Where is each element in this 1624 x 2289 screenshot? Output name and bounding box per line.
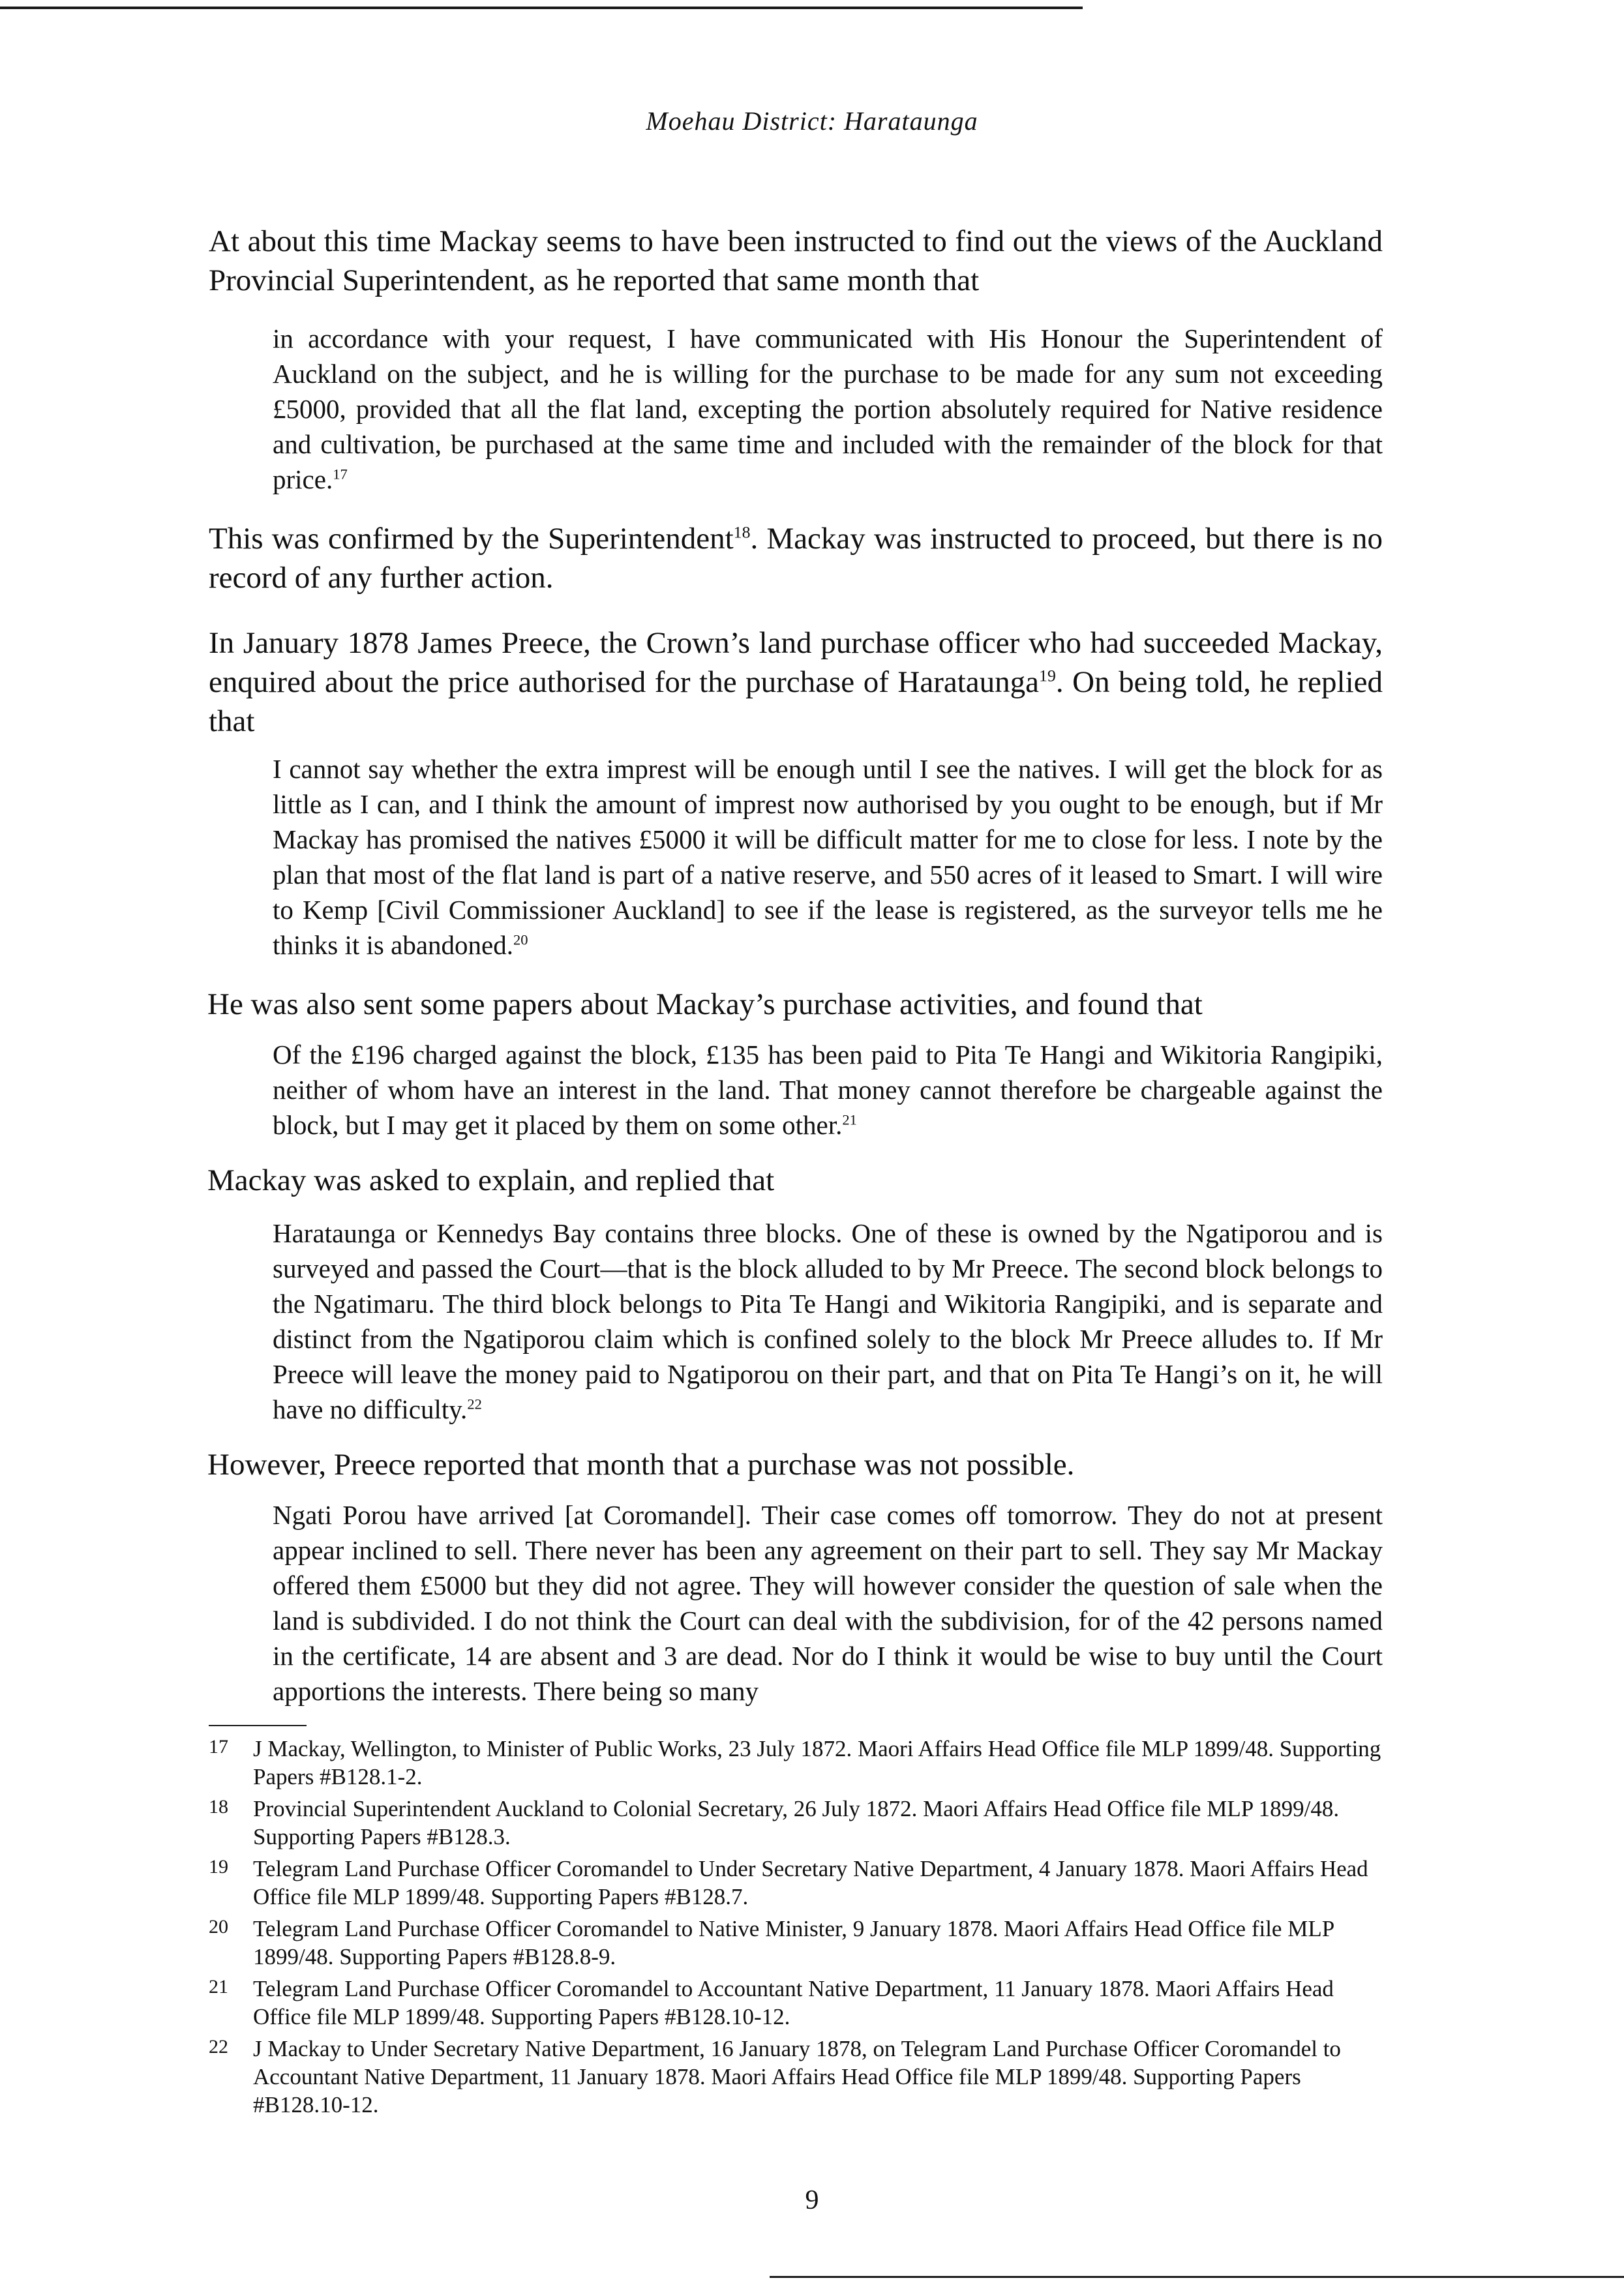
footnote-ref: 18 — [733, 522, 751, 542]
footnote — [209, 1735, 1383, 1791]
paragraph-text: . Mackay was instructed to proceed, but there is no record of any further action. — [209, 522, 1383, 595]
footnote-text: Telegram Land Purchase Officer Coromandel to Under Secretary Native Department, 4 January 1878. Maori Affairs Head Office file MLP 1899/48. Supporting Papers #B128.7. — [253, 1856, 1368, 1909]
quote-text: Ngati Porou have arrived [at Coromandel]. Their case comes off tomorrow. They do not at present appear inclined to sell. There never has been any agreement on their part to sell. They say Mr Mackay offered them £5000 but they did not agree. They will however consider the question of sale when the land is subdivided. I do not think the Court can deal with the subdivision, for of the 42 persons named in the certificate, 14 are absent and 3 are dead. Nor do I think it would be wise to buy until the Court apportions the interests. There being so many — [273, 1500, 1383, 1706]
footnote-ref: 17 — [333, 466, 348, 483]
footnote-rule — [209, 1725, 307, 1726]
block-quote — [273, 321, 1383, 497]
footnote — [209, 1855, 1383, 1911]
footnote-ref: 22 — [467, 1396, 482, 1413]
footnote-ref: 20 — [513, 931, 528, 948]
footnotes — [209, 1735, 1383, 2123]
footnote-text: Telegram Land Purchase Officer Coromandel to Accountant Native Department, 11 January 1878. Maori Affairs Head Office file MLP 1899/48. Supporting Papers #B128.10-12. — [253, 1976, 1334, 2029]
footnote-text: J Mackay to Under Secretary Native Department, 16 January 1878, on Telegram Land Purchase Officer Coromandel to Accountant Native Department, 11 January 1878. Maori Affairs Head Office file MLP 1899/48. Supporting Papers #B128.10-12. — [253, 2036, 1341, 2117]
body-paragraph — [207, 1161, 1381, 1200]
footnote-number: 20 — [209, 1916, 228, 1937]
footnote-ref: 21 — [842, 1111, 857, 1128]
footnote-text: J Mackay, Wellington, to Minister of Public Works, 23 July 1872. Maori Affairs Head Office file MLP 1899/48. Supporting Papers #B128.1-2. — [253, 1736, 1381, 1789]
paragraph-text: In January 1878 James Preece, the Crown’s land purchase officer who had succeeded Mackay, enquired about the price authorised for the purchase of Harataunga — [209, 626, 1383, 699]
footnote-number: 18 — [209, 1796, 228, 1818]
footnote-ref: 19 — [1039, 666, 1056, 685]
body-paragraph — [209, 623, 1383, 741]
paragraph-text: However, Preece reported that month that a purchase was not possible. — [207, 1448, 1075, 1482]
quote-text: Harataunga or Kennedys Bay contains three blocks. One of these is owned by the Ngatiporou and is surveyed and passed the Court—that is the block alluded to by Mr Preece. The second block belongs to the Ngatimaru. The third block belongs to Pita Te Hangi and Wikitoria Rangipiki, and is separate and distinct from the Ngatiporou claim which is confined solely to the block Mr Preece alludes to. If Mr Preece will leave the money paid to Ngatiporou on their part, and that on Pita Te Hangi’s on it, he will have no difficulty. — [273, 1218, 1383, 1424]
block-quote — [273, 1037, 1383, 1143]
footnote — [209, 2035, 1383, 2119]
page-number: 9 — [805, 2185, 819, 2215]
body-paragraph — [207, 1445, 1381, 1484]
block-quote — [273, 1497, 1383, 1709]
running-head: Moehau District: Harataunga — [646, 106, 978, 136]
footnote — [209, 1915, 1383, 1971]
footnote — [209, 1975, 1383, 2031]
body-paragraph — [209, 222, 1383, 300]
paragraph-text: This was confirmed by the Superintendent — [209, 522, 734, 556]
paragraph-text: Mackay was asked to explain, and replied that — [207, 1163, 775, 1197]
bottom-rule — [770, 2276, 1624, 2278]
block-quote — [273, 1216, 1383, 1427]
paragraph-text: . On being told, he replied that — [209, 665, 1383, 738]
quote-text: in accordance with your request, I have communicated with His Honour the Superintendent of Auckland on the subject, and he is willing for the purchase to be made for any sum not exceeding £5000, provided that all the flat land, excepting the portion absolutely required for Native residence and cultivation, be purchased at the same time and included with the remainder of the block for that price. — [273, 323, 1383, 494]
footnote-number: 17 — [209, 1736, 228, 1758]
footnote-text: Telegram Land Purchase Officer Coromandel to Native Minister, 9 January 1878. Maori Affairs Head Office file MLP 1899/48. Supporting Papers #B128.8-9. — [253, 1916, 1334, 1969]
footnote-number: 22 — [209, 2036, 228, 2057]
footnote — [209, 1795, 1383, 1851]
quote-text: I cannot say whether the extra imprest will be enough until I see the natives. I will get the block for as little as I can, and I think the amount of imprest now authorised by you ought to be enough, but if Mr Mackay has promised the natives £5000 it will be difficult matter for me to close for less. I note by the plan that most of the flat land is part of a native reserve, and 550 acres of it leased to Smart. I will wire to Kemp [Civil Commissioner Auckland] to see if the lease is registered, as the surveyor tells me he thinks it is abandoned. — [273, 754, 1383, 960]
paragraph-text: At about this time Mackay seems to have been instructed to find out the views of the Auckland Provincial Superintendent, as he reported that same month that — [209, 224, 1383, 297]
footnote-number: 21 — [209, 1976, 228, 1997]
top-rule — [0, 7, 1083, 9]
body-paragraph — [209, 519, 1383, 597]
footnote-text: Provincial Superintendent Auckland to Colonial Secretary, 26 July 1872. Maori Affairs Head Office file MLP 1899/48. Supporting Papers #B128.3. — [253, 1796, 1340, 1849]
footnote-number: 19 — [209, 1856, 228, 1878]
quote-text: Of the £196 charged against the block, £135 has been paid to Pita Te Hangi and Wikitoria Rangipiki, neither of whom have an interest in the land. That money cannot therefore be chargeable against the block, but I may get it placed by them on some other. — [273, 1040, 1383, 1140]
block-quote — [273, 751, 1383, 963]
body-paragraph — [207, 985, 1381, 1024]
paragraph-text: He was also sent some papers about Mackay’s purchase activities, and found that — [207, 987, 1203, 1021]
